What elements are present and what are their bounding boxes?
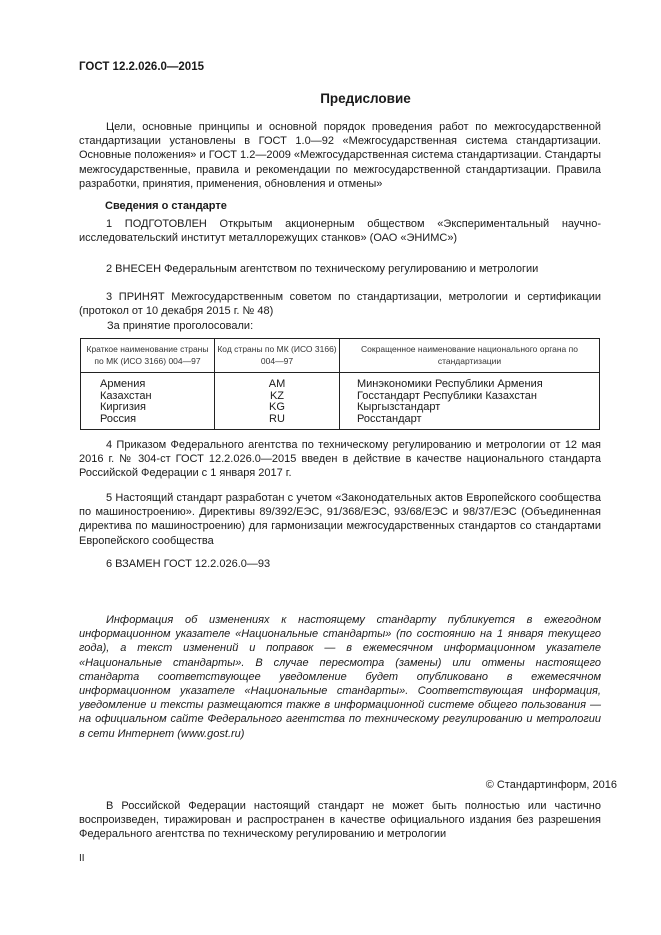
item-5	[79, 491, 601, 548]
country-code: KG	[215, 402, 340, 414]
table-row	[81, 414, 600, 430]
item-2	[79, 262, 601, 276]
intro-paragraph	[79, 120, 601, 191]
header-standards-body: Сокращенное наименование национального органа по стандартизации	[340, 339, 600, 373]
country-code: RU	[215, 414, 340, 430]
rights-notice-text: В Российской Федерации настоящий стандарт не может быть полностью или частично воспроизведен, тиражирован и распространен в качестве официального издания без разрешения Федерального агентства по техническому регулированию и метрологии	[79, 800, 601, 841]
votes-table	[80, 338, 600, 430]
country-name: Казахстан	[81, 391, 215, 403]
item-4-text: 4 Приказом Федерального агентства по техническому регулированию и метрологии от 12 мая 2016 г. № 304-ст ГОСТ 12.2.026.0—2015 введен в действие в качестве национального стандарта Российской Федерации с 1 января 2017 г.	[79, 439, 601, 480]
item-6-text: 6 ВЗАМЕН ГОСТ 12.2.026.0—93	[106, 558, 271, 570]
standards-body: Кыргызстандарт	[340, 402, 600, 414]
country-name: Россия	[81, 414, 215, 430]
table-row	[81, 373, 600, 391]
item-1	[79, 217, 601, 245]
copyright: © Стандартинформ, 2016	[485, 779, 617, 791]
item-4	[79, 438, 601, 481]
standards-body: Госстандарт Республики Казахстан	[340, 391, 600, 403]
table-row	[81, 391, 600, 403]
country-code: KZ	[215, 391, 340, 403]
header-country-code: Код страны по МК (ИСО 3166) 004—97	[215, 339, 340, 373]
table-row	[81, 402, 600, 414]
page-title: Предисловие	[320, 91, 411, 106]
document-code: ГОСТ 12.2.026.0—2015	[79, 61, 204, 73]
country-name: Киргизия	[81, 402, 215, 414]
standards-body: Минэкономики Республики Армения	[340, 373, 600, 391]
rights-notice	[79, 799, 601, 842]
country-name: Армения	[81, 373, 215, 391]
item-6	[79, 557, 601, 571]
item-3	[79, 290, 601, 318]
standards-body: Росстандарт	[340, 414, 600, 430]
votes-label: За принятие проголосовали:	[107, 320, 254, 332]
item-5-text: 5 Настоящий стандарт разработан с учетом «Законодательных актов Европейского сообщества по машиностроению». Директивы 89/392/ЕЭС, 91/368/ЕЭС, 93/68/ЕЭС и 98/37/ЕЭС (Объединенная директива по машиностроению) для гармонизации межгосударственных стандартов со стандартами Европейского сообщества	[79, 492, 601, 547]
table-header-row	[81, 339, 600, 373]
item-1-text: 1 ПОДГОТОВЛЕН Открытым акционерным обществом «Экспериментальный научно-исследовательский институт металлорежущих станков» (ОАО «ЭНИМС»)	[79, 218, 601, 245]
item-2-text: 2 ВНЕСЕН Федеральным агентством по техническому регулированию и метрологии	[106, 263, 539, 275]
item-3-text: 3 ПРИНЯТ Межгосударственным советом по стандартизации, метрологии и сертификации (протокол от 10 декабря 2015 г. № 48)	[79, 291, 601, 318]
header-country-name: Краткое наименование страны по МК (ИСО 3166) 004—97	[81, 339, 215, 373]
page-number: II	[79, 853, 85, 864]
country-code: AM	[215, 373, 340, 391]
section-heading: Сведения о стандарте	[105, 200, 227, 212]
intro-text: Цели, основные принципы и основной порядок проведения работ по межгосударственной стандартизации установлены в ГОСТ 1.0—92 «Межгосударственная система стандартизации. Основные положения» и ГОСТ 1.2—2009 «Межгосударственная система стандартизации. Стандарты межгосударственные, правила и рекомендации по межгосударственной стандартизации. Правила разработки, принятия, применения, обновления и отмены»	[79, 121, 601, 190]
info-note	[79, 613, 601, 741]
info-note-text: Информация об изменениях к настоящему стандарту публикуется в ежегодном информационном указателе «Национальные стандарты» (по состоянию на 1 января текущего года), а текст изменений и поправок — в ежемесячном информационном указателе «Национальные стандарты». В случае пересмотра (замены) или отмены настоящего стандарта соответствующее уведомление будет опубликовано в ежемесячном информационном указателе «Национальные стандарты». Соответствующая информация, уведомление и тексты размещаются также в информационной системе общего пользования — на официальном сайте Федерального агентства по техническому регулированию и метрологии в сети Интернет (www.gost.ru)	[79, 614, 601, 740]
